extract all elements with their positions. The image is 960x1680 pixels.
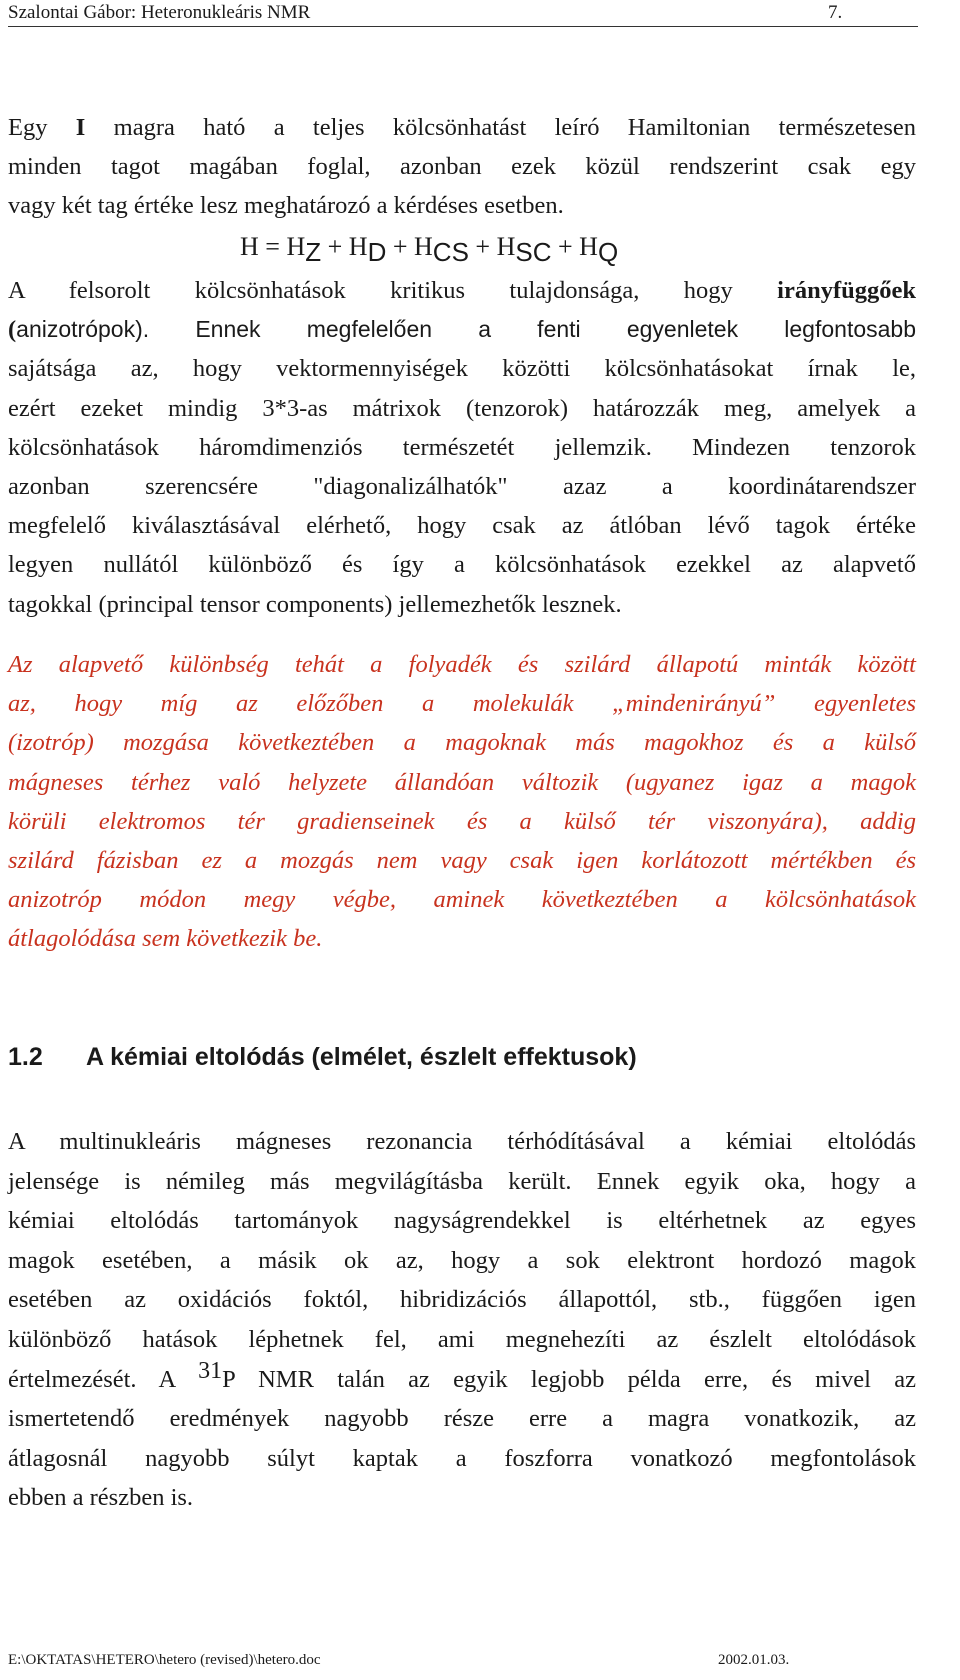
document-date: 2002.01.03.: [718, 1652, 790, 1668]
text-line: jelensége is némileg más megvilágításba került. Ennek egyik oka, hogy a: [8, 1167, 916, 1195]
text-line: különböző hatások léphetnek fel, ami megnehezíti az észlelt eltolódások: [8, 1325, 916, 1353]
paragraph-chemical-shift: [8, 1122, 916, 1518]
text-line: anizotróp módon megy végbe, aminek következtében a kölcsönhatások: [8, 886, 916, 914]
text-line: körüli elektromos tér gradienseinek és a külső tér viszonyára), addig: [8, 807, 916, 835]
page-number: 7.: [828, 2, 843, 23]
text-line: átlagolódása sem következik be.: [8, 925, 323, 953]
text-line: azonban szerencsére "diagonalizálhatók" azaz a koordinátarendszer: [8, 473, 916, 501]
text-line: kölcsönhatások háromdimenziós természetét jellemzik. Mindezen tenzorok: [8, 433, 916, 461]
text-line: az, hogy míg az előzőben a molekulák „mindenirányú” egyenletes: [8, 690, 916, 718]
paragraph-anisotropy: [8, 271, 916, 624]
text-line: értelmezését. A $^{31}$P NMR talán az egyik legjobb példa erre, és mivel az: [8, 1357, 917, 1393]
text-line: Egy I magra ható a teljes kölcsönhatást leíró Hamiltonian természetesen: [8, 114, 917, 141]
section-title: A kémiai eltolódás (elmélet, észlelt effektusok): [86, 1043, 637, 1071]
text-line: szilárd fázisban ez a mozgás nem vagy csak igen korlátozott mértékben és: [8, 847, 916, 875]
text-line: magok esetében, a másik ok az, hogy a sok elektront hordozó magok: [8, 1246, 916, 1274]
text-line: A multinukleáris mágneses rezonancia térhódításával a kémiai eltolódás: [8, 1128, 916, 1155]
text-line: kémiai eltolódás tartományok nagyságrendekkel is eltérhetnek az egyes: [8, 1207, 916, 1235]
text-line: (izotróp) mozgása következtében a magoknak más magokhoz és a külső: [8, 729, 916, 757]
file-path: E:\OKTATAS\HETERO\hetero (revised)\hetero.doc: [8, 1652, 321, 1668]
text-line: minden tagot magában foglal, azonban ezek közül rendszerint csak egy: [8, 153, 916, 180]
header-title: Szalontai Gábor: Heteronukleáris NMR: [8, 2, 311, 23]
page-header: [8, 2, 918, 27]
nucleus-symbol: I: [75, 114, 86, 141]
text-line: esetében az oxidációs foktól, hibridizációs állapottól, stb., függően igen: [8, 1286, 916, 1314]
text-line: ezért ezeket mindig 3*3-as mátrixok (tenzorok) határozzák meg, amelyek a: [8, 394, 916, 422]
text-line: ebben a részben is.: [8, 1484, 194, 1512]
paragraph-hamiltonian: [8, 108, 916, 225]
text-line: legyen nullától különböző és így a kölcsönhatások ezekkel az alapvető: [8, 551, 916, 579]
bold-term: irányfüggőek: [777, 277, 916, 304]
text-line: sajátsága az, hogy vektormennyiségek közötti kölcsönhatásokat írnak le,: [8, 355, 916, 383]
text-line: átlagosnál nagyobb súlyt kaptak a foszforra vonatkozó megfontolások: [8, 1444, 916, 1472]
text-line: mágneses térhez való helyzete állandóan változik (ugyanez igaz a magok: [8, 768, 916, 796]
text-line: tagokkal (principal tensor components) jellemezhetők lesznek.: [8, 590, 622, 618]
text-line: vagy két tag értéke lesz meghatározó a kérdéses esetben.: [8, 192, 564, 219]
text-line: megfelelő kiválasztásával elérhető, hogy csak az átlóban lévő tagok értéke: [8, 512, 916, 540]
section-heading: [8, 1043, 637, 1072]
text-line: A felsorolt kölcsönhatások kritikus tulajdonsága, hogy irányfüggőek: [8, 277, 916, 304]
text-line: ismertetendő eredmények nagyobb része erre a magra vonatkozik, az: [8, 1405, 916, 1433]
section-number: 1.2: [8, 1043, 43, 1071]
paragraph-solid-vs-liquid: [8, 645, 916, 959]
hamiltonian-equation: $H = H_Z + H_D + H_{CS} + H_{SC} + H_Q$: [240, 232, 619, 267]
page-footer: [8, 1652, 918, 1669]
text-line: Az alapvető különbség tehát a folyadék és szilárd állapotú minták között: [8, 651, 916, 678]
text-line: (anizotrópok). Ennek megfelelően a fenti egyenletek legfontosabb: [8, 316, 916, 344]
isotope-mass-number: 31: [198, 1357, 223, 1384]
